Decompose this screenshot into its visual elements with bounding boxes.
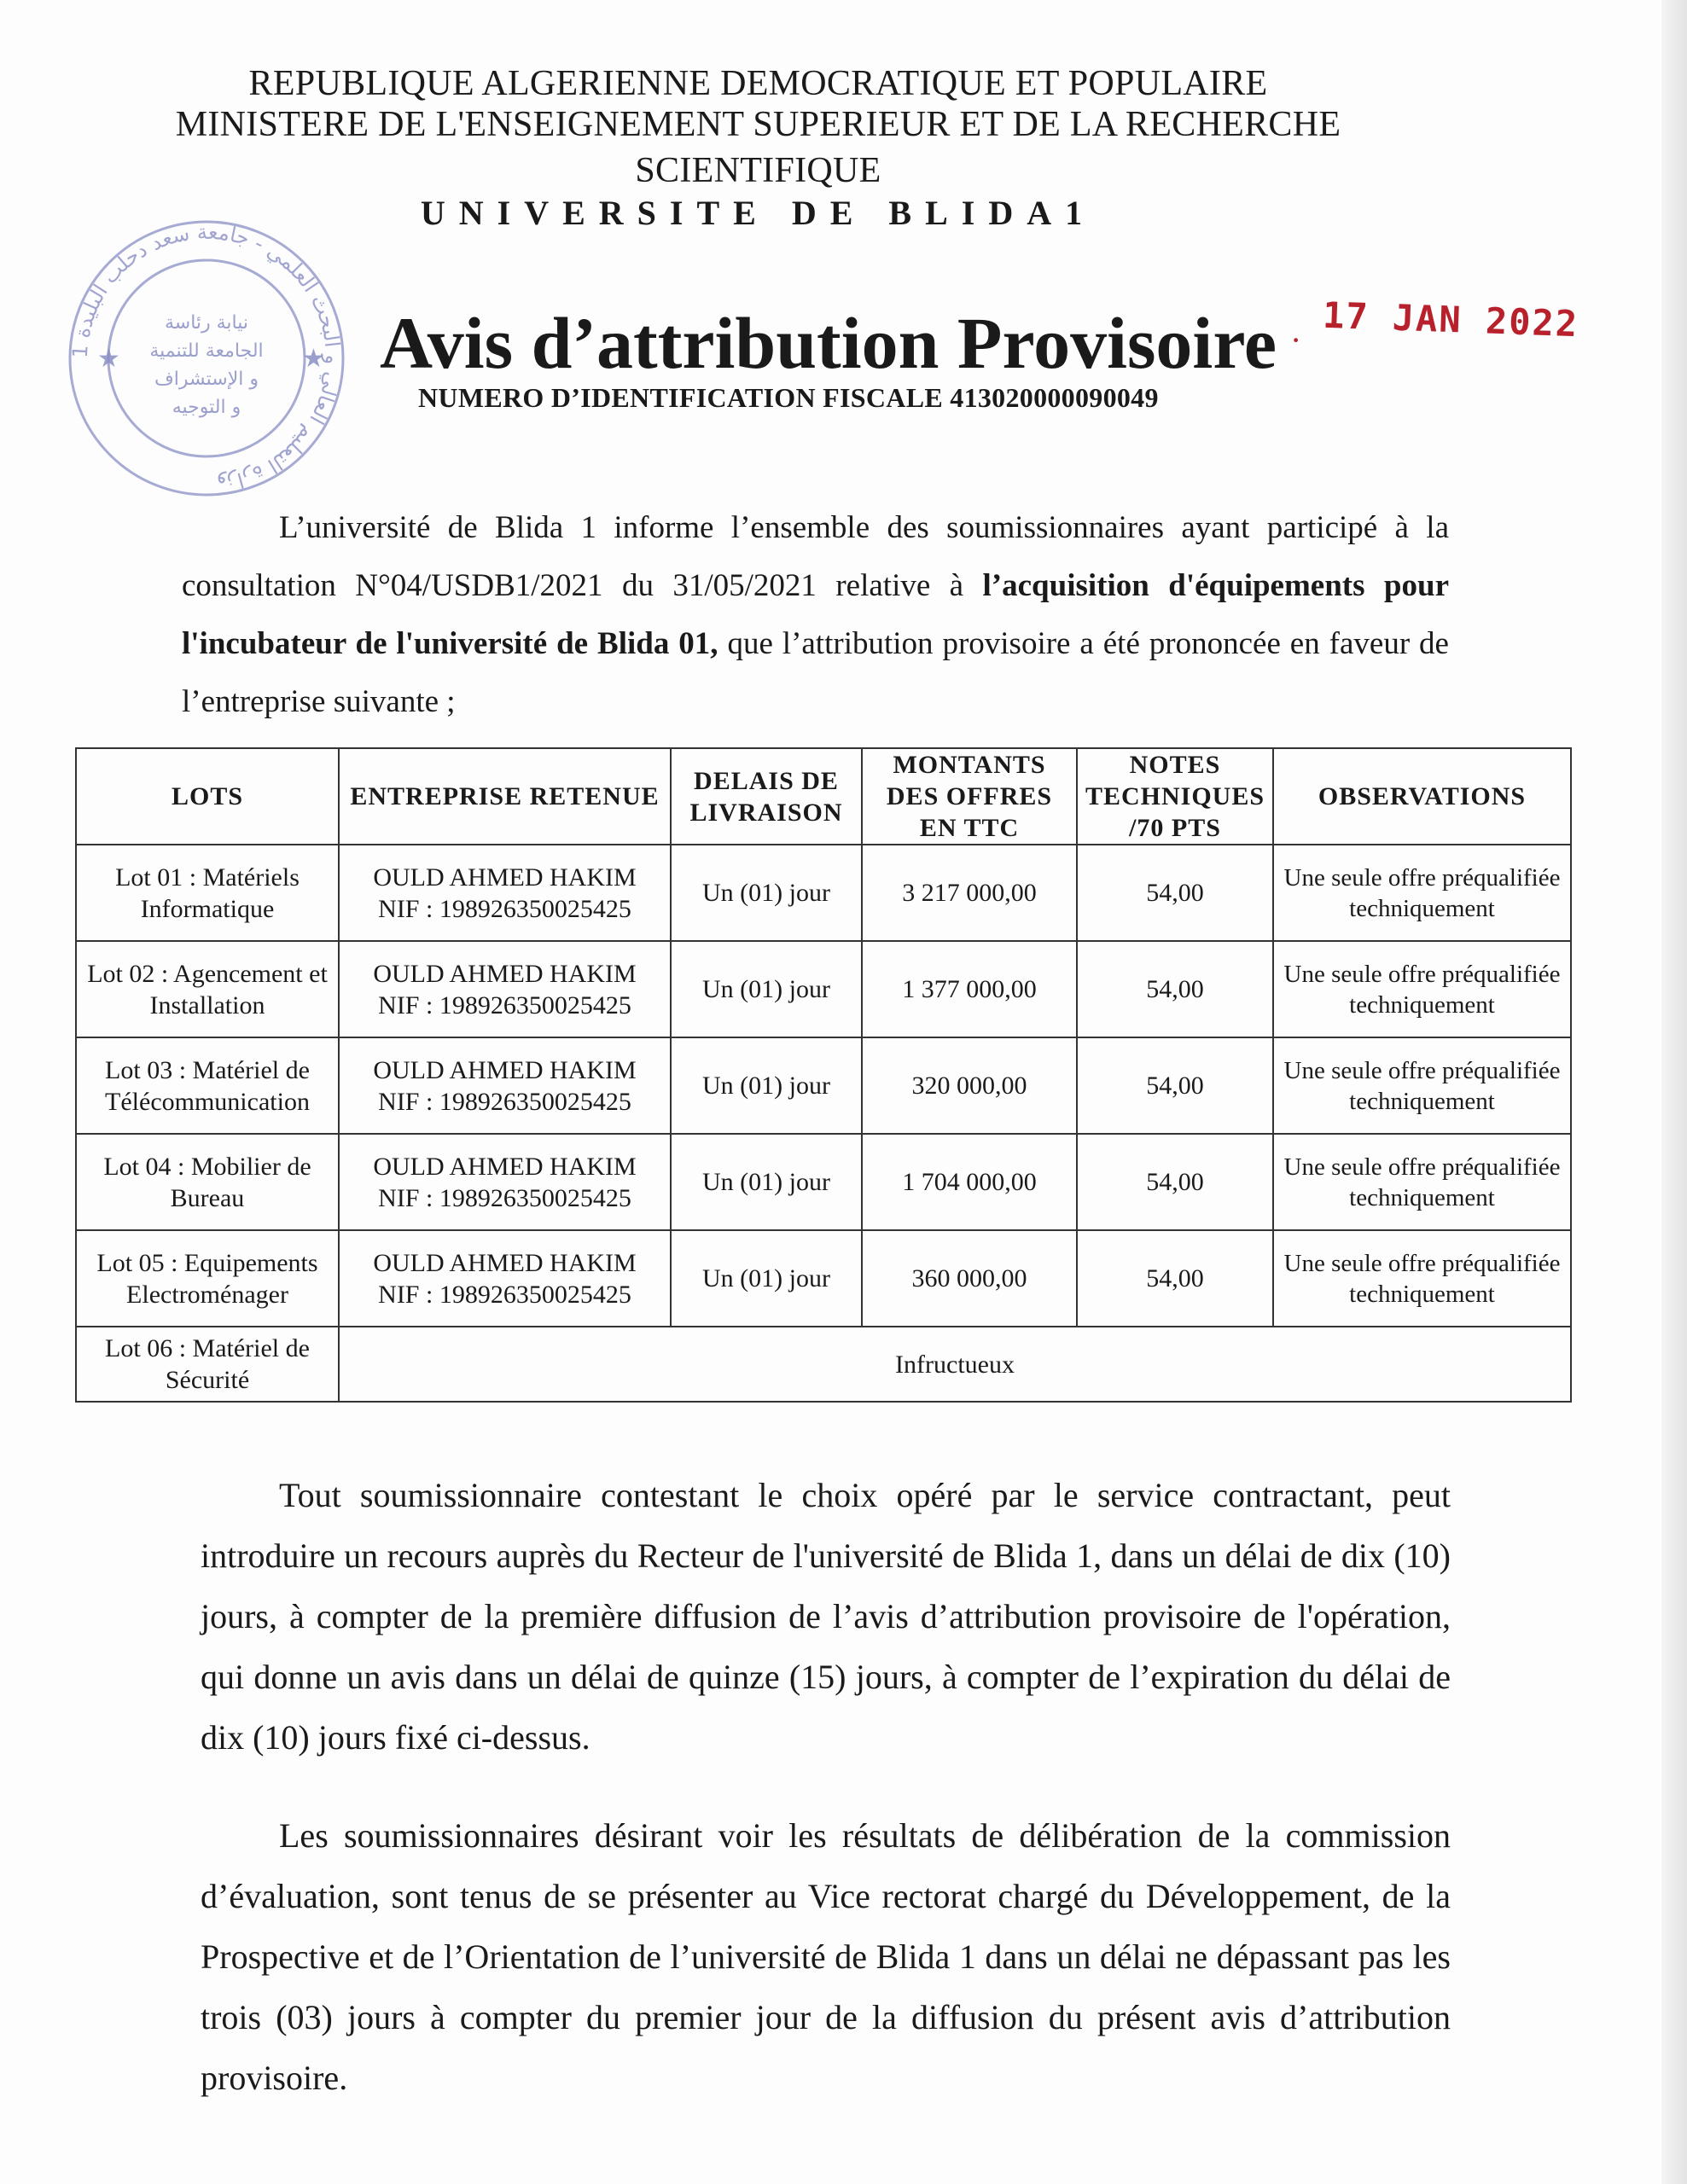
- table-row: [76, 941, 1571, 1037]
- attribution-table: [75, 747, 1572, 1403]
- cell-montant: 360 000,00: [862, 1230, 1077, 1327]
- intro-text-1: L’université de Blida 1 informe l’ensemble des soumissionnaires ayant participé à la consultation N°04/USDB1/2021 du 31/05/2021 relative à: [182, 510, 1449, 603]
- table-row: [76, 1134, 1571, 1230]
- svg-text:نيابة رئاسة: نيابة رئاسة: [164, 312, 249, 334]
- scan-edge: [1661, 0, 1687, 2184]
- cell-note: 54,00: [1077, 1230, 1273, 1327]
- cell-note: 54,00: [1077, 941, 1273, 1037]
- entreprise-nif: NIF : 198926350025425: [378, 990, 631, 1019]
- header-ministry-cont: SCIENTIFIQUE: [635, 151, 881, 190]
- svg-text:و الإستشراف: و الإستشراف: [154, 369, 259, 390]
- table-row-infructueux: [76, 1327, 1571, 1402]
- cell-observation: Une seule offre préqualifiée techniquement: [1273, 1134, 1571, 1230]
- cell-entreprise: [339, 1230, 671, 1327]
- cell-entreprise: [339, 845, 671, 941]
- cell-lot: Lot 04 : Mobilier de Bureau: [76, 1134, 339, 1230]
- cell-lot: Lot 03 : Matériel de Télécommunication: [76, 1037, 339, 1134]
- cell-delai: Un (01) jour: [671, 1134, 862, 1230]
- cell-entreprise: [339, 1134, 671, 1230]
- cell-observation: Une seule offre préqualifiée techniquement: [1273, 941, 1571, 1037]
- intro-subject: l’acquisition d'équipements pour l'incubateur de l'université de Blida 01,: [182, 568, 1450, 661]
- resultats-paragraph: [201, 1805, 1451, 2108]
- resultats-text: Les soumissionnaires désirant voir les résultats de délibération de la commission d’évaluation, sont tenus de se présenter au Vice rectorat chargé du Développement, de la Prospective et de l’Orientation de l’université de Blida 1 dans un délai ne dépassant pas les trois (03) jours à compter du premier jour de la diffusion du présent avis d’attribution provisoire.: [201, 1816, 1451, 2097]
- header-university: UNIVERSITE DE BLIDA1: [420, 194, 1097, 232]
- stamp-dot: ·: [1290, 321, 1302, 359]
- cell-observation: Une seule offre préqualifiée techniquement: [1273, 845, 1571, 941]
- svg-text:و التوجيه: و التوجيه: [172, 397, 241, 418]
- col-header-lots: LOTS: [76, 748, 339, 845]
- cell-note: 54,00: [1077, 845, 1273, 941]
- col-header-montants: MONTANTS DES OFFRES EN TTC: [862, 748, 1077, 845]
- entreprise-nif: NIF : 198926350025425: [378, 894, 631, 923]
- header-ministry: MINISTERE DE L'ENSEIGNEMENT SUPERIEUR ET DE LA RECHERCHE: [175, 105, 1341, 144]
- cell-lot: Lot 02 : Agencement et Installation: [76, 941, 339, 1037]
- fiscal-id: NUMERO D’IDENTIFICATION FISCALE 413020000090049: [418, 382, 1159, 413]
- table-row: [76, 1037, 1571, 1134]
- cell-delai: Un (01) jour: [671, 1230, 862, 1327]
- svg-text:★: ★: [97, 345, 120, 373]
- entreprise-name: OULD AHMED HAKIM: [373, 1055, 637, 1084]
- cell-observation: Une seule offre préqualifiée techniquement: [1273, 1230, 1571, 1327]
- cell-status: Infructueux: [339, 1327, 1571, 1402]
- cell-delai: Un (01) jour: [671, 1037, 862, 1134]
- cell-entreprise: [339, 941, 671, 1037]
- entreprise-name: OULD AHMED HAKIM: [373, 1152, 637, 1181]
- svg-text:الجامعة للتنمية: الجامعة للتنمية: [149, 340, 264, 362]
- table-header-row: [76, 748, 1571, 845]
- cell-lot: Lot 05 : Equipements Electroménager: [76, 1230, 339, 1327]
- entreprise-nif: NIF : 198926350025425: [378, 1087, 631, 1116]
- cell-delai: Un (01) jour: [671, 845, 862, 941]
- svg-text:★: ★: [302, 345, 325, 373]
- table-row: [76, 1230, 1571, 1327]
- entreprise-name: OULD AHMED HAKIM: [373, 1248, 637, 1277]
- cell-note: 54,00: [1077, 1134, 1273, 1230]
- intro-paragraph: [182, 499, 1449, 731]
- entreprise-nif: NIF : 198926350025425: [378, 1183, 631, 1212]
- cell-entreprise: [339, 1037, 671, 1134]
- official-seal-icon: [61, 213, 352, 503]
- cell-observation: Une seule offre préqualifiée techniquement: [1273, 1037, 1571, 1134]
- date-stamp: 17 JAN 2022: [1322, 293, 1579, 346]
- svg-text:وزارة التعليم العالي و البحث ا: وزارة التعليم العالي و البحث العلمي - جامعة سعد دحلب البليدة 1: [67, 219, 346, 497]
- cell-montant: 1 377 000,00: [862, 941, 1077, 1037]
- header-republic: REPUBLIQUE ALGERIENNE DEMOCRATIQUE ET POPULAIRE: [248, 64, 1268, 103]
- cell-montant: 1 704 000,00: [862, 1134, 1077, 1230]
- cell-montant: 3 217 000,00: [862, 845, 1077, 941]
- col-header-notes: NOTES TECHNIQUES /70 PTS: [1077, 748, 1273, 845]
- entreprise-name: OULD AHMED HAKIM: [373, 959, 637, 988]
- page-title: Avis d’attribution Provisoire: [380, 302, 1277, 384]
- table-row: [76, 845, 1571, 941]
- cell-montant: 320 000,00: [862, 1037, 1077, 1134]
- cell-lot: Lot 01 : Matériels Informatique: [76, 845, 339, 941]
- intro-text-2: que l’attribution provisoire a été prononcée en faveur de l’entreprise suivante ;: [182, 626, 1449, 719]
- entreprise-nif: NIF : 198926350025425: [378, 1280, 631, 1309]
- col-header-observations: OBSERVATIONS: [1273, 748, 1571, 845]
- cell-note: 54,00: [1077, 1037, 1273, 1134]
- entreprise-name: OULD AHMED HAKIM: [373, 863, 637, 892]
- col-header-entreprise: ENTREPRISE RETENUE: [339, 748, 671, 845]
- recours-paragraph: [201, 1465, 1451, 1768]
- cell-delai: Un (01) jour: [671, 941, 862, 1037]
- cell-lot: Lot 06 : Matériel de Sécurité: [76, 1327, 339, 1402]
- col-header-delais: DELAIS DE LIVRAISON: [671, 748, 862, 845]
- recours-text: Tout soumissionnaire contestant le choix opéré par le service contractant, peut introduire un recours auprès du Recteur de l'université de Blida 1, dans un délai de dix (10) jours, à compter de la première diffusion de l’avis d’attribution provisoire de l'opération, qui donne un avis dans un délai de quinze (15) jours, à compter de l’expiration du délai de dix (10) jours fixé ci-dessus.: [201, 1476, 1451, 1757]
